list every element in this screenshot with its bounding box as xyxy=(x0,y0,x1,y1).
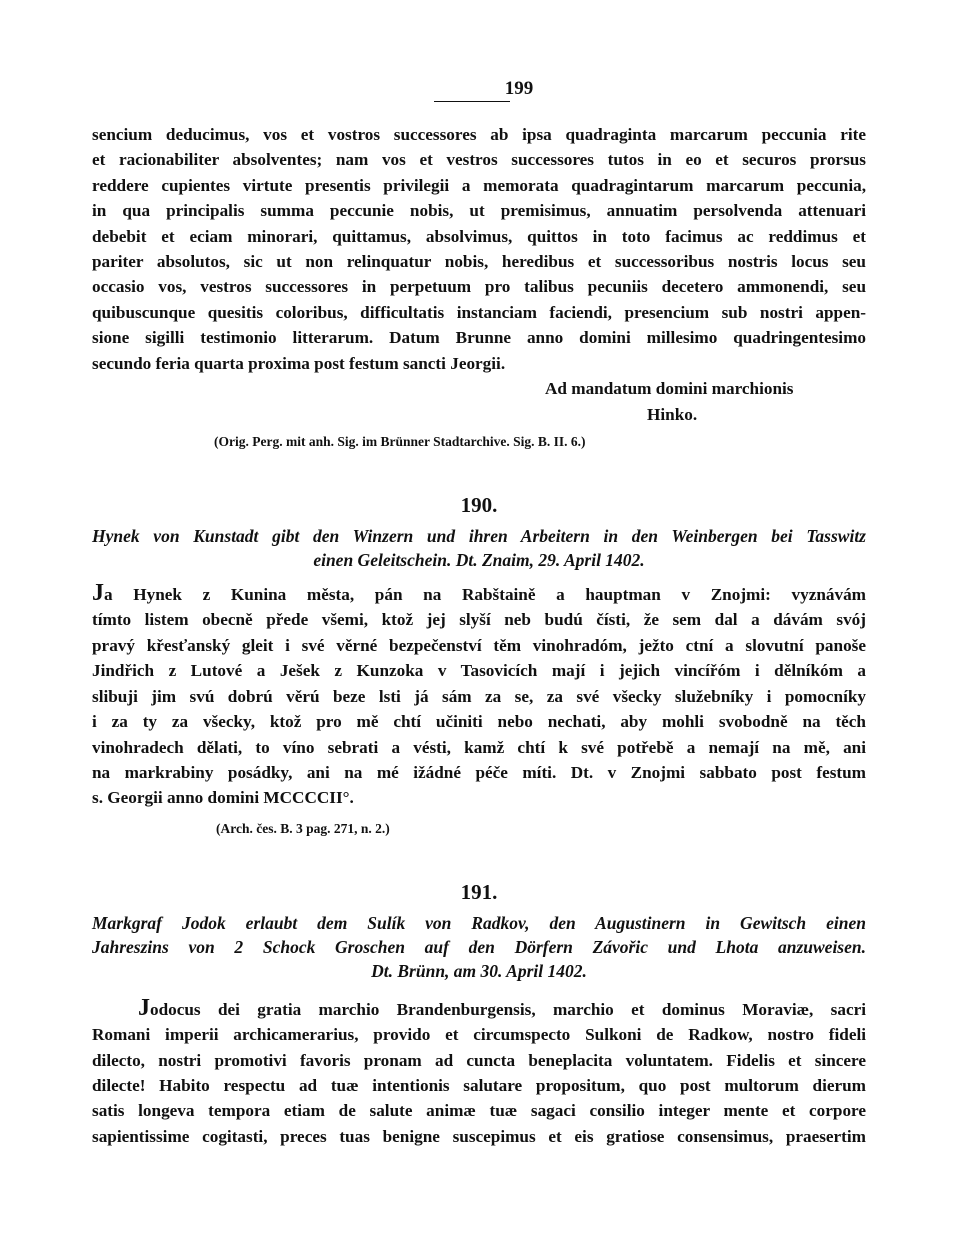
text-line: s. Georgii anno domini MCCCCII°. xyxy=(92,788,354,808)
text-line: sapientissime cogitasti, preces tuas benigne suscepimus et eis gratiose consensimus, praesertim xyxy=(92,1126,866,1146)
text-line: pravý křesťanský gleit i své věrné bezpečenství těm vinohradóm, ježto ctní a slovutní panoše xyxy=(92,635,866,655)
text-line: vinohradech dělati, to víno sebrati a vésti, kamž chtí k své potřebě a nemají na mě, ani xyxy=(92,737,866,757)
initial-letter: J xyxy=(92,580,104,607)
text-line xyxy=(92,994,866,1022)
document-page xyxy=(92,78,866,1149)
document-number-191: 191. xyxy=(460,879,498,904)
text-line: sencium deducimus, vos et vostros successores ab ipsa quadraginta marcarum peccunia rite xyxy=(92,125,866,144)
document-title-190 xyxy=(92,524,866,572)
text-line: dilecto, nostri promotivi favoris pronam ad cuncta beneplacita voluntatem. Fidelis et sincere xyxy=(92,1050,866,1070)
title-line: Markgraf Jodok erlaubt dem Sulík von Radkov, den Augustinern in Gewitsch einen xyxy=(92,912,866,933)
first-line-text: a Hynek z Kunina města, pán na Rabštaině a hauptman v Znojmi: vyznávám xyxy=(104,585,866,605)
title-line: einen Geleitschein. Dt. Znaim, 29. April 1402. xyxy=(313,550,645,571)
title-line: Hynek von Kunstadt gibt den Winzern und ihren Arbeitern in den Weinbergen bei Tasswitz xyxy=(92,526,866,547)
source-citation: (Orig. Perg. mit anh. Sig. im Brünner Stadtarchive. Sig. B. II. 6.) xyxy=(214,434,586,450)
first-line-text: odocus dei gratia marchio Brandenburgensis, marchio et dominus Moraviæ, sacri xyxy=(150,999,866,1019)
signature-line: Ad mandatum domini marchionis xyxy=(545,379,794,399)
text-line: dilecte! Habito respectu ad tuæ intentionis salutare propositum, quo post multorum dierum xyxy=(92,1075,866,1095)
text-line xyxy=(92,582,866,607)
document-number-190: 190. xyxy=(460,493,498,518)
initial-letter: J xyxy=(138,994,150,1021)
text-line: tímto listem obecně přede všemi, ktož jej slyší neb budú čísti, že sem dal a dávám svój xyxy=(92,610,866,630)
text-line: in qua principalis summa peccunie nobis, ut premisimus, annuatim persolvenda attenuari xyxy=(92,201,866,221)
text-line: na markrabiny posádky, ani na mé ižádné péče míti. Dt. v Znojmi sabbato post festum xyxy=(92,762,866,782)
text-line: secundo feria quarta proxima post festum sancti Jeorgii. xyxy=(92,353,506,373)
text-line: i za ty za všecky, ktož pro mě chtí učiniti nebo nechati, aby mohli svobodně na těch xyxy=(92,712,866,732)
title-line: Jahreszins von 2 Schock Groschen auf den Dörfern Závořic und Lhota anzuweisen. xyxy=(92,936,866,957)
document-title-191 xyxy=(92,911,866,983)
charter-191-text xyxy=(92,994,866,1149)
text-line: reddere cupientes virtute presentis privilegii a memorata quadragintarum marcarum peccunia, xyxy=(92,175,866,195)
text-line: debebit et eciam minorari, quittamus, absolvimus, quittos in toto facimus ac reddimus et xyxy=(92,226,866,246)
page-number: 199 xyxy=(504,78,534,99)
source-citation: (Arch. čes. B. 3 pag. 271, n. 2.) xyxy=(216,820,390,836)
text-line: et racionabiliter absolventes; nam vos et vestros successores tutos in eo et securos prorsus xyxy=(92,150,866,170)
text-line: satis longeva tempora etiam de salute animæ tuæ sagaci consilio integer mente et corpore xyxy=(92,1101,866,1121)
text-line: Jindřich z Lutové a Ješek z Kunzoka v Tasovicích mají i jejich vincířóm i dělníkóm a xyxy=(92,661,866,681)
text-line: sione sigilli testimonio litterarum. Datum Brunne anno domini millesimo quadringentesimo xyxy=(92,328,866,348)
charter-189-text xyxy=(92,122,866,376)
text-line: occasio vos, vestros successores in perpetuum pro talibus pecuniis decetero ammonendi, seu xyxy=(92,277,866,297)
title-line: Dt. Brünn, am 30. April 1402. xyxy=(371,960,587,981)
page-number-rule xyxy=(434,101,510,102)
signature-name: Hinko. xyxy=(647,405,698,425)
text-line: pariter absolutos, sic ut non relinquatur nobis, heredibus et successoribus nostris locus seu xyxy=(92,252,866,272)
text-line: quibuscunque quesitis coloribus, difficultatis instanciam faciendi, presencium sub nostri appen- xyxy=(92,302,866,322)
charter-190-text xyxy=(92,582,866,811)
text-line: Romani imperii archicamerarius, provido et circumspecto Sulkoni de Radkow, nostro fideli xyxy=(92,1025,866,1045)
text-line: slibuji jim svú dobrú věrú beze lsti já sám za se, za své všecky služebníky i pomocníky xyxy=(92,686,866,706)
